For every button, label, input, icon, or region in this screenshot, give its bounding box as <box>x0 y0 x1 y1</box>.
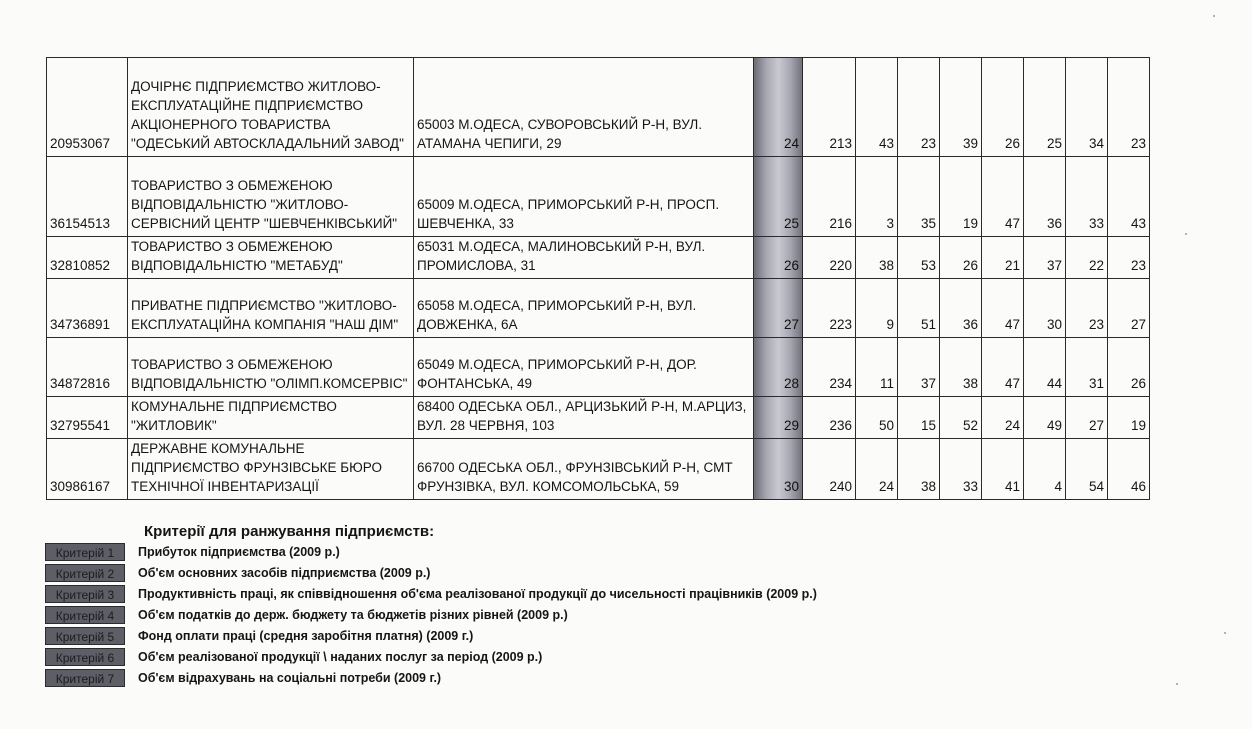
value-cell: 53 <box>898 237 940 279</box>
scan-speck <box>1176 683 1178 685</box>
edrpou-code: 32795541 <box>47 397 128 439</box>
value-cell: 33 <box>1066 157 1108 237</box>
value-cell: 36 <box>1024 157 1066 237</box>
edrpou-code: 20953067 <box>47 58 128 157</box>
value-cell: 3 <box>856 157 898 237</box>
criterion-description: Об'єм відрахувань на соціальні потреби (2009 г.) <box>138 670 442 685</box>
rank-cell: 30 <box>754 439 803 500</box>
value-cell: 11 <box>856 338 898 397</box>
legend-item <box>45 583 817 604</box>
criterion-badge: Критерій 1 <box>45 543 125 561</box>
legend-item <box>45 646 817 667</box>
company-name: ТОВАРИСТВО З ОБМЕЖЕНОЮ ВІДПОВІДАЛЬНІСТЮ "МЕТАБУД" <box>128 237 414 279</box>
company-address: 68400 ОДЕСЬКА ОБЛ., АРЦИЗЬКИЙ Р-Н, М.АРЦИЗ, ВУЛ. 28 ЧЕРВНЯ, 103 <box>414 397 754 439</box>
value-cell: 26 <box>982 58 1024 157</box>
value-cell: 23 <box>1108 237 1150 279</box>
rank-cell: 24 <box>754 58 803 157</box>
edrpou-code: 32810852 <box>47 237 128 279</box>
company-name: ДОЧІРНЄ ПІДПРИЄМСТВО ЖИТЛОВО-ЕКСПЛУАТАЦІЙНЕ ПІДПРИЄМСТВО АКЦІОНЕРНОГО ТОВАРИСТВА "ОДЕСЬКИЙ АВТОСКЛАДАЛЬНИЙ ЗАВОД" <box>128 58 414 157</box>
value-cell: 37 <box>898 338 940 397</box>
criterion-description: Об'єм основних засобів підприємства (2009 р.) <box>138 565 431 580</box>
value-cell: 23 <box>898 58 940 157</box>
value-cell: 39 <box>940 58 982 157</box>
criterion-badge: Критерій 5 <box>45 627 125 645</box>
criterion-description: Прибуток підприємства (2009 р.) <box>138 544 340 559</box>
value-cell: 44 <box>1024 338 1066 397</box>
value-cell: 236 <box>803 397 856 439</box>
value-cell: 46 <box>1108 439 1150 500</box>
legend-title: Критерії для ранжування підприємств: <box>144 523 435 540</box>
company-name: ПРИВАТНЕ ПІДПРИЄМСТВО "ЖИТЛОВО-ЕКСПЛУАТАЦІЙНА КОМПАНІЯ "НАШ ДІМ" <box>128 279 414 338</box>
rank-cell: 29 <box>754 397 803 439</box>
value-cell: 36 <box>940 279 982 338</box>
value-cell: 220 <box>803 237 856 279</box>
rank-cell: 27 <box>754 279 803 338</box>
company-name: ДЕРЖАВНЕ КОМУНАЛЬНЕ ПІДПРИЄМСТВО ФРУНЗІВСЬКЕ БЮРО ТЕХНІЧНОЇ ІНВЕНТАРИЗАЦІЇ <box>128 439 414 500</box>
rank-cell: 28 <box>754 338 803 397</box>
value-cell: 33 <box>940 439 982 500</box>
value-cell: 22 <box>1066 237 1108 279</box>
company-name: ТОВАРИСТВО З ОБМЕЖЕНОЮ ВІДПОВІДАЛЬНІСТЮ "ЖИТЛОВО-СЕРВІСНИЙ ЦЕНТР "ШЕВЧЕНКІВСЬКИЙ" <box>128 157 414 237</box>
value-cell: 43 <box>1108 157 1150 237</box>
value-cell: 4 <box>1024 439 1066 500</box>
table-row <box>47 439 1150 500</box>
value-cell: 15 <box>898 397 940 439</box>
value-cell: 27 <box>1066 397 1108 439</box>
criterion-badge: Критерій 2 <box>45 564 125 582</box>
value-cell: 47 <box>982 279 1024 338</box>
value-cell: 240 <box>803 439 856 500</box>
scan-speck <box>1224 632 1226 634</box>
scan-speck <box>1185 233 1187 235</box>
value-cell: 38 <box>940 338 982 397</box>
value-cell: 37 <box>1024 237 1066 279</box>
value-cell: 223 <box>803 279 856 338</box>
value-cell: 38 <box>856 237 898 279</box>
criterion-description: Об'єм податків до держ. бюджету та бюджетів різних рівней (2009 р.) <box>138 607 568 622</box>
value-cell: 38 <box>898 439 940 500</box>
edrpou-code: 34872816 <box>47 338 128 397</box>
value-cell: 47 <box>982 157 1024 237</box>
value-cell: 213 <box>803 58 856 157</box>
legend-item <box>45 604 817 625</box>
value-cell: 234 <box>803 338 856 397</box>
value-cell: 52 <box>940 397 982 439</box>
criterion-description: Фонд оплати праці (средня заробітня платня) (2009 г.) <box>138 628 474 643</box>
table-row <box>47 58 1150 157</box>
criterion-badge: Критерій 3 <box>45 585 125 603</box>
table-row <box>47 157 1150 237</box>
company-address: 65003 М.ОДЕСА, СУВОРОВСЬКИЙ Р-Н, ВУЛ. АТАМАНА ЧЕПИГИ, 29 <box>414 58 754 157</box>
company-name: КОМУНАЛЬНЕ ПІДПРИЄМСТВО "ЖИТЛОВИК" <box>128 397 414 439</box>
value-cell: 26 <box>1108 338 1150 397</box>
table-row <box>47 338 1150 397</box>
company-address: 65009 М.ОДЕСА, ПРИМОРСЬКИЙ Р-Н, ПРОСП. ШЕВЧЕНКА, 33 <box>414 157 754 237</box>
value-cell: 9 <box>856 279 898 338</box>
company-name: ТОВАРИСТВО З ОБМЕЖЕНОЮ ВІДПОВІДАЛЬНІСТЮ "ОЛІМП.КОМСЕРВІС" <box>128 338 414 397</box>
value-cell: 19 <box>1108 397 1150 439</box>
table-row <box>47 279 1150 338</box>
value-cell: 30 <box>1024 279 1066 338</box>
value-cell: 27 <box>1108 279 1150 338</box>
criteria-legend <box>45 541 817 688</box>
rank-cell: 26 <box>754 237 803 279</box>
value-cell: 47 <box>982 338 1024 397</box>
value-cell: 41 <box>982 439 1024 500</box>
value-cell: 25 <box>1024 58 1066 157</box>
value-cell: 216 <box>803 157 856 237</box>
value-cell: 19 <box>940 157 982 237</box>
ranking-table <box>46 57 1150 500</box>
rank-cell: 25 <box>754 157 803 237</box>
table-row <box>47 397 1150 439</box>
value-cell: 31 <box>1066 338 1108 397</box>
company-address: 65049 М.ОДЕСА, ПРИМОРСЬКИЙ Р-Н, ДОР. ФОНТАНСЬКА, 49 <box>414 338 754 397</box>
value-cell: 51 <box>898 279 940 338</box>
edrpou-code: 30986167 <box>47 439 128 500</box>
company-address: 65031 М.ОДЕСА, МАЛИНОВСЬКИЙ Р-Н, ВУЛ. ПРОМИСЛОВА, 31 <box>414 237 754 279</box>
value-cell: 23 <box>1066 279 1108 338</box>
value-cell: 49 <box>1024 397 1066 439</box>
legend-item <box>45 625 817 646</box>
value-cell: 34 <box>1066 58 1108 157</box>
criterion-badge: Критерій 7 <box>45 669 125 687</box>
value-cell: 54 <box>1066 439 1108 500</box>
value-cell: 24 <box>856 439 898 500</box>
legend-item <box>45 562 817 583</box>
table-row <box>47 237 1150 279</box>
value-cell: 23 <box>1108 58 1150 157</box>
value-cell: 50 <box>856 397 898 439</box>
value-cell: 35 <box>898 157 940 237</box>
company-address: 65058 М.ОДЕСА, ПРИМОРСЬКИЙ Р-Н, ВУЛ. ДОВЖЕНКА, 6А <box>414 279 754 338</box>
criterion-description: Об'єм реалізованої продукції \ наданих послуг за період (2009 р.) <box>138 649 543 664</box>
criterion-description: Продуктивність праці, як співвідношення об'єма реалізованої продукції до чисельності працівників (2009 р.) <box>138 586 817 601</box>
edrpou-code: 36154513 <box>47 157 128 237</box>
value-cell: 43 <box>856 58 898 157</box>
value-cell: 21 <box>982 237 1024 279</box>
legend-item <box>45 541 817 562</box>
criterion-badge: Критерій 6 <box>45 648 125 666</box>
value-cell: 26 <box>940 237 982 279</box>
scan-speck <box>1213 15 1215 17</box>
company-address: 66700 ОДЕСЬКА ОБЛ., ФРУНЗІВСЬКИЙ Р-Н, СМТ ФРУНЗІВКА, ВУЛ. КОМСОМОЛЬСЬКА, 59 <box>414 439 754 500</box>
criterion-badge: Критерій 4 <box>45 606 125 624</box>
legend-item <box>45 667 817 688</box>
edrpou-code: 34736891 <box>47 279 128 338</box>
value-cell: 24 <box>982 397 1024 439</box>
